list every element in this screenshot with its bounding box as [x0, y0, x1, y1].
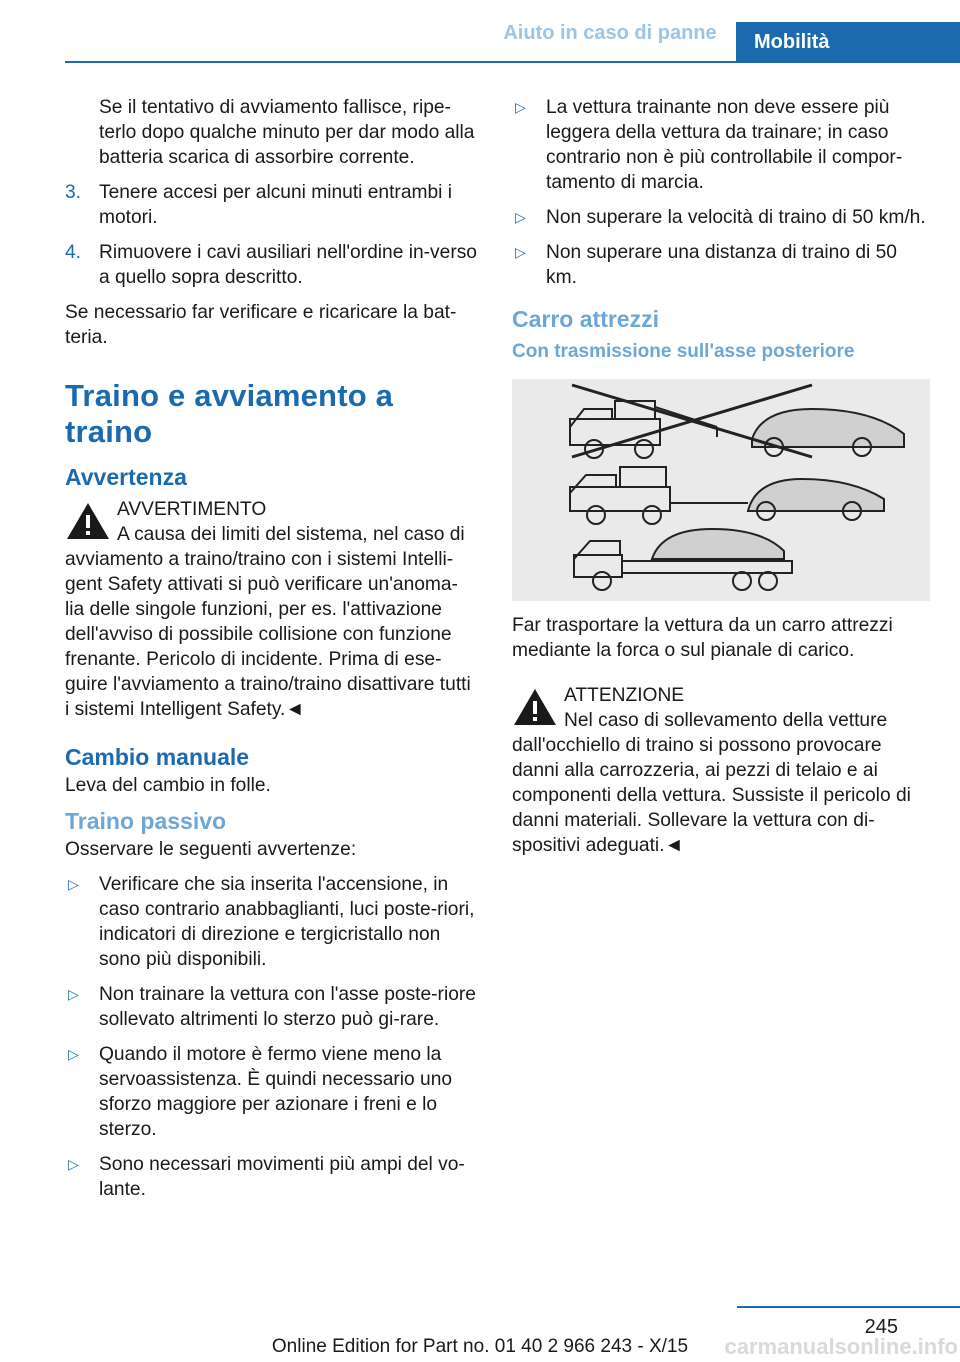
page-header — [0, 0, 960, 62]
warning-text: avviamento a traino/traino con i sistemi Intelli-gent Safety attivati si può verificare un'anoma-lia delle singole funzioni, per es. l'attivazione dell'avviso di possibile collisione con funzione frenante. Pericolo di incidente. Prima di ese-guire l'avviamento a traino/traino disattivare tutti i sistemi Intelligent Safety.◄ — [65, 549, 471, 720]
left-column — [65, 95, 477, 1212]
bullet-triangle-icon: ▷ — [68, 986, 79, 1002]
warning-triangle-icon — [65, 501, 111, 541]
list-item-text: Quando il motore è fermo viene meno la servoassistenza. È quindi necessario uno sforzo maggiore per azionare i freni e lo sterzo. — [99, 1044, 453, 1140]
bullet-triangle-icon: ▷ — [68, 1156, 79, 1172]
bullet-triangle-icon: ▷ — [515, 99, 526, 115]
list-item — [65, 982, 477, 1032]
step-text: Tenere accesi per alcuni minuti entrambi i motori. — [99, 182, 452, 228]
list-item-text: Non trainare la vettura con l'asse poste-riore sollevato altrimenti lo sterzo può gi-rare. — [99, 984, 476, 1030]
right-column — [512, 95, 930, 868]
step-number: 4. — [65, 242, 82, 263]
warning-triangle-icon — [512, 687, 558, 727]
warning-text-first: A causa dei limiti del sistema, nel caso di — [117, 524, 465, 545]
edition-footer: Online Edition for Part no. 01 40 2 966 243 - X/15 — [271, 1336, 689, 1357]
bullet-triangle-icon: ▷ — [68, 1046, 79, 1062]
carro-heading: Carro attrezzi — [512, 306, 659, 332]
traino-passivo-heading: Traino passivo — [65, 808, 227, 834]
caution-box — [512, 683, 930, 858]
list-item — [65, 1152, 477, 1202]
list-item — [65, 872, 477, 972]
tow-truck-illustration — [512, 379, 930, 601]
step-text: Rimuovere i cavi ausiliari nell'ordine in-verso a quello sopra descritto. — [99, 242, 477, 288]
warning-label: AVVERTIMENTO — [117, 499, 267, 520]
caution-text-first: Nel caso di sollevamento della vetture — [564, 710, 888, 731]
watermark: carmanualsonline.info — [724, 1334, 958, 1359]
avvertenza-heading: Avvertenza — [65, 464, 187, 490]
footer-rule — [737, 1306, 960, 1308]
figure-caption: Far trasportare la vettura da un carro attrezzi mediante la forca o sul pianale di carico. — [512, 615, 893, 661]
cambio-heading: Cambio manuale — [65, 744, 250, 770]
carro-subheading: Con trasmissione sull'asse posteriore — [512, 341, 855, 362]
after-steps-text: Se necessario far verificare e ricaricare la bat-teria. — [65, 302, 457, 348]
list-item-text: Non superare la velocità di traino di 50 km/h. — [546, 207, 926, 228]
step-number: 3. — [65, 182, 82, 203]
section-title: Traino e avviamento a traino — [65, 378, 394, 449]
header-rule — [65, 61, 960, 63]
traino-passivo-intro: Osservare le seguenti avvertenze: — [65, 839, 357, 860]
page-number: 245 — [864, 1316, 898, 1338]
caution-label: ATTENZIONE — [564, 685, 685, 706]
list-item — [512, 205, 930, 230]
bullet-triangle-icon: ▷ — [515, 209, 526, 225]
list-item-text: Verificare che sia inserita l'accensione, in caso contrario anabbaglianti, luci poste-riori, indicatori di direzione e tergicristallo non sono più disponibili. — [99, 874, 475, 970]
warning-box — [65, 497, 477, 722]
intro-text: Se il tentativo di avviamento fallisce, ripe-terlo dopo qualche minuto per dar modo alla batteria scarica di assorbire corrente. — [99, 97, 475, 168]
list-item — [65, 1042, 477, 1142]
list-item-text: Sono necessari movimenti più ampi del vo-lante. — [99, 1154, 465, 1200]
list-item-text: Non superare una distanza di traino di 50 km. — [546, 242, 897, 288]
section-tab[interactable]: Aiuto in caso di panne — [503, 22, 717, 44]
bullet-triangle-icon: ▷ — [515, 244, 526, 260]
towing-illustration — [512, 379, 930, 601]
cambio-text: Leva del cambio in folle. — [65, 775, 271, 796]
list-item — [512, 240, 930, 290]
list-item — [512, 95, 930, 195]
active-chapter-tab[interactable]: Mobilità — [736, 22, 960, 62]
step-item — [65, 240, 477, 290]
step-item — [65, 180, 477, 230]
caution-text: dall'occhiello di traino si possono provocare danni alla carrozzeria, ai pezzi di telaio e ai componenti della vettura. Sussiste il pericolo di danni materiali. Sollevare la vettura con di-spositivi adeguati.◄ — [512, 735, 911, 856]
list-item-text: La vettura trainante non deve essere più leggera della vettura da trainare; in caso contrario non è più controllabile il compor-tamento di marcia. — [546, 97, 903, 193]
bullet-triangle-icon: ▷ — [68, 876, 79, 892]
